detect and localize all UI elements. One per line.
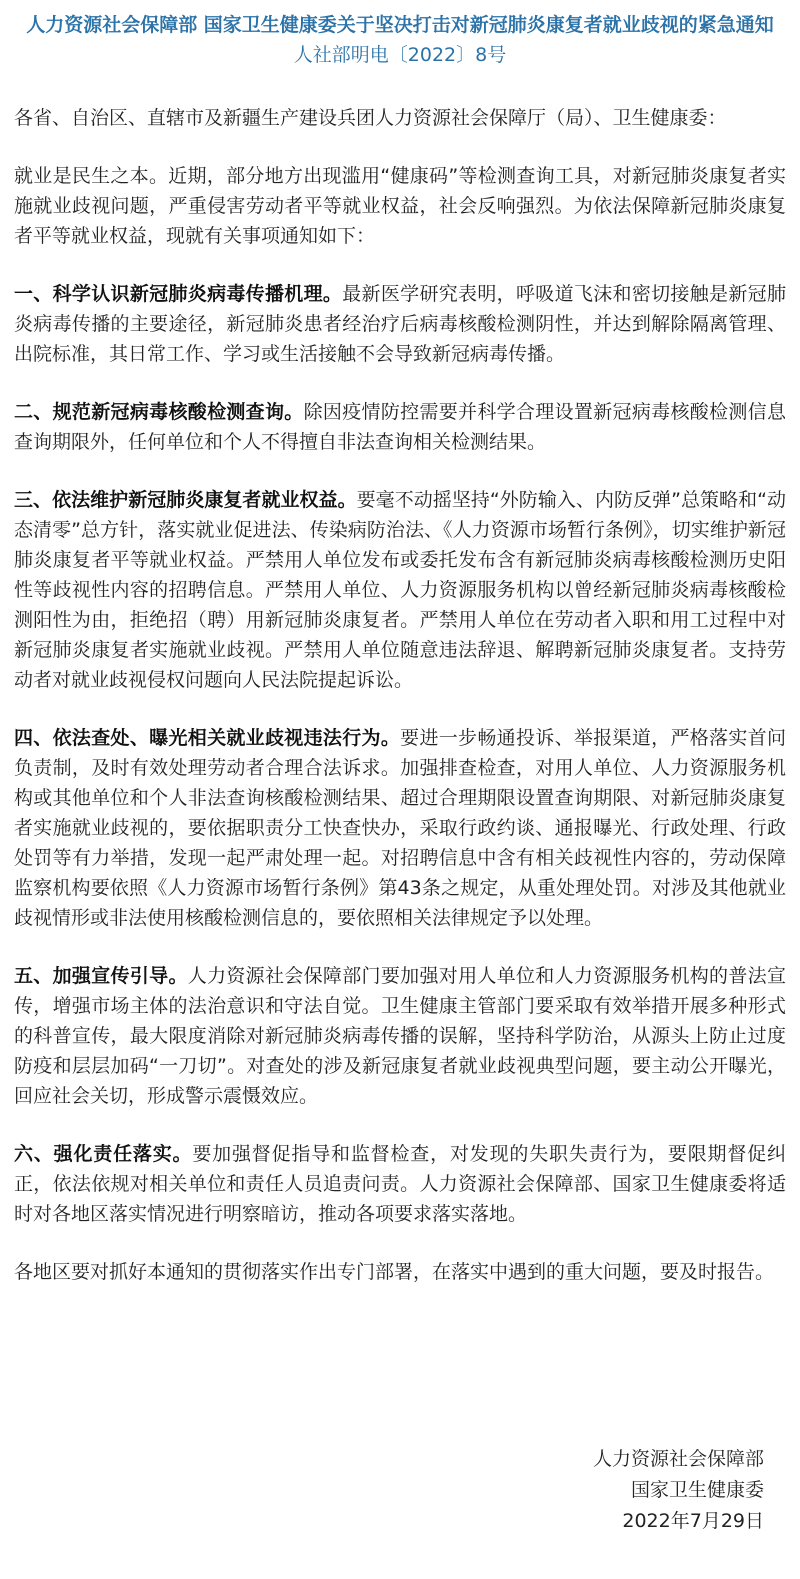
section-3-body: 要毫不动摇坚持“外防输入、内防反弹”总策略和“动态清零”总方针，落实就业促进法、传染病防治法、《人力资源市场暂行条例》，切实维护新冠肺炎康复者平等就业权益。严禁用人单位发布或委托发布含有新冠肺炎病毒核酸检测历史阳性等歧视性内容的招聘信息。严禁用人单位、人力资源服务机构以曾经新冠肺炎病毒核酸检测阳性为由，拒绝招（聘）用新冠肺炎康复者。严禁用人单位在劳动者入职和用工过程中对新冠肺炎康复者实施就业歧视。严禁用人单位随意违法辞退、解聘新冠肺炎康复者。支持劳动者对就业歧视侵权问题向人民法院提起诉讼。 [14,489,786,691]
section-1-heading: 一、科学认识新冠肺炎病毒传播机理。 [14,283,343,305]
document-number: 人社部明电〔2022〕8号 [293,44,507,66]
section-5-body: 人力资源社会保障部门要加强对用人单位和人力资源服务机构的普法宣传，增强市场主体的法治意识和守法自觉。卫生健康主管部门要采取有效举措开展多种形式的科普宣传，最大限度消除对新冠肺炎病毒传播的误解，坚持科学防治，从源头上防止过度防疫和层层加码“一刀切”。对查处的涉及新冠康复者就业歧视典型问题，要主动公开曝光，回应社会关切，形成警示震慑效应。 [14,965,786,1107]
section-1-body: 最新医学研究表明，呼吸道飞沫和密切接触是新冠肺炎病毒传播的主要途径，新冠肺炎患者经治疗后病毒核酸检测阴性，并达到解除隔离管理、出院标准，其日常工作、学习或生活接触不会导致新冠病毒传播。 [14,283,786,365]
document-title: 人力资源社会保障部 国家卫生健康委关于坚决打击对新冠肺炎康复者就业歧视的紧急通知 [26,14,774,36]
section-6-body: 要加强督促指导和监督检查，对发现的失职失责行为，要限期督促纠正，依法依规对相关单位和责任人员追责问责。人力资源社会保障部、国家卫生健康委将适时对各地区落实情况进行明察暗访，推动各项要求落实落地。 [14,1143,786,1225]
addressee: 各省、自治区、直辖市及新疆生产建设兵团人力资源社会保障厅（局）、卫生健康委： [14,107,727,129]
section-6-heading: 六、强化责任落实。 [14,1143,193,1165]
section-4-heading: 四、依法查处、曝光相关就业歧视违法行为。 [14,727,401,749]
intro-paragraph: 就业是民生之本。近期，部分地方出现滥用“健康码”等检测查询工具，对新冠肺炎康复者实施就业歧视问题，严重侵害劳动者平等就业权益，社会反响强烈。为依法保障新冠肺炎康复者平等就业权益，现就有关事项通知如下： [14,165,786,247]
section-3 [14,485,786,695]
section-5 [14,961,786,1111]
section-2 [14,397,786,457]
section-2-heading: 二、规范新冠病毒核酸检测查询。 [14,401,304,423]
section-4 [14,723,786,933]
signature-block [593,1444,764,1537]
section-5-heading: 五、加强宣传引导。 [14,965,188,987]
section-6 [14,1139,786,1229]
signature-org-hrss: 人力资源社会保障部 [592,1448,764,1470]
section-3-heading: 三、依法维护新冠肺炎康复者就业权益。 [14,489,357,511]
section-2-body: 除因疫情防控需要并科学合理设置新冠病毒核酸检测信息查询期限外，任何单位和个人不得擅自非法查询相关检测结果。 [14,401,786,453]
section-1 [14,279,786,369]
section-4-body: 要进一步畅通投诉、举报渠道，严格落实首问负责制，及时有效处理劳动者合理合法诉求。加强排查检查，对用人单位、人力资源服务机构或其他单位和个人非法查询核酸检测结果、超过合理期限设置查询期限、对新冠肺炎康复者实施就业歧视的，要依据职责分工快查快办，采取行政约谈、通报曝光、行政处理、行政处罚等有力举措，发现一起严肃处理一起。对招聘信息中含有相关歧视性内容的，劳动保障监察机构要依照《人力资源市场暂行条例》第43条之规定，从重处理处罚。对涉及其他就业歧视情形或非法使用核酸检测信息的，要依照相关法律规定予以处理。 [14,727,786,929]
closing-paragraph: 各地区要对抓好本通知的贯彻落实作出专门部署，在落实中遇到的重大问题，要及时报告。 [14,1261,775,1283]
signature-org-nhc: 国家卫生健康委 [630,1479,764,1501]
signature-date: 2022年7月29日 [622,1510,764,1532]
